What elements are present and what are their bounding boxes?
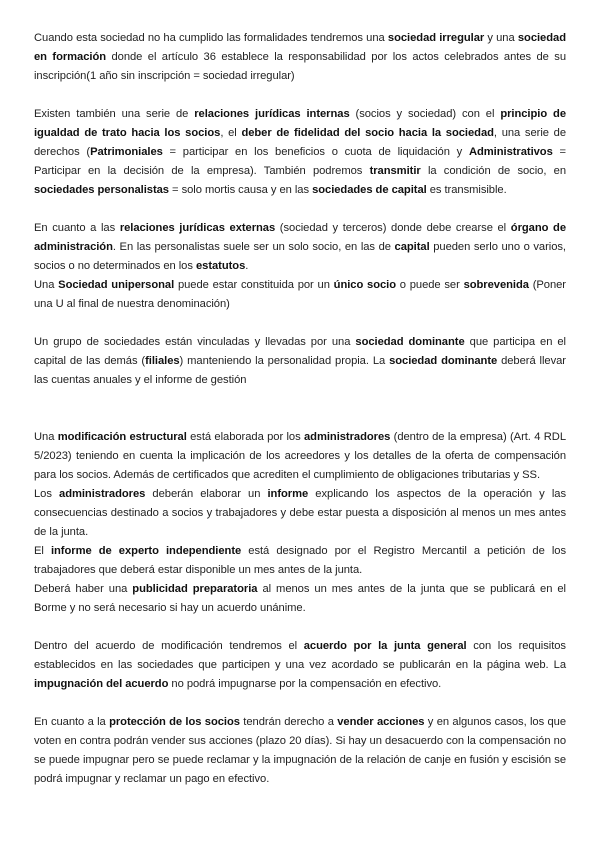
bold-term: sobrevenida — [463, 279, 529, 291]
paragraph-proteccion-socios — [34, 713, 566, 789]
text-run: y una — [484, 32, 518, 44]
text-run: Un grupo de sociedades están vinculadas y llevadas por una — [34, 336, 356, 348]
text-run: (dentro de la empresa) (Art. 4 RDL 5/2023) teniendo en cuenta la implicación de los acreedores y los detalles de la oferta de compensación para los socios. Además de certificados que acrediten el cumplimiento de obligaciones tributarias y SS. — [34, 431, 566, 481]
text-run: (Poner una U al final de nuestra denominación) — [34, 279, 566, 310]
text-run: ) manteniendo la personalidad propia. La — [179, 355, 390, 367]
text-run: Los — [34, 488, 60, 500]
text-run: deberá llevar las cuentas anuales y el informe de gestión — [34, 355, 566, 386]
text-run: con los requisitos establecidos en las sociedades que participen y una vez acordado se publicarán en la página web. La — [34, 640, 566, 671]
bold-term: informe — [267, 488, 309, 500]
paragraph-gap — [34, 314, 566, 333]
text-run: = participar en los beneficios o cuota de liquidación y — [162, 146, 469, 158]
text-run: En cuanto a las — [34, 222, 120, 234]
paragraph-publicidad-preparatoria — [34, 580, 566, 618]
text-run: (socios y sociedad) con el — [349, 108, 501, 120]
bold-term: Patrimoniales — [90, 146, 163, 158]
text-run: . — [245, 260, 249, 272]
bold-term: publicidad preparatoria — [132, 583, 258, 595]
bold-term: órgano de administración — [34, 222, 566, 253]
text-run: Deberá haber una — [34, 583, 133, 595]
bold-term: transmitir — [369, 165, 421, 177]
paragraph-grupo-sociedades — [34, 333, 566, 390]
text-run: que participa en el capital de las demás ( — [34, 336, 566, 367]
text-run: Cuando esta sociedad no ha cumplido las formalidades tendremos una — [34, 32, 388, 44]
text-run: explicando los aspectos de la operación y las consecuencias destinado a socios y trabajadores y debe estar puesta a disposición al menos un mes antes de la junta. — [34, 488, 566, 538]
paragraph-informe-administradores — [34, 485, 566, 542]
text-run: donde el artículo 36 establece la responsabilidad por los actos celebrados antes de su inscripción(1 año sin inscripción = sociedad irregular) — [34, 51, 566, 82]
bold-term: vender acciones — [337, 716, 425, 728]
bold-term: sociedades de capital — [312, 184, 427, 196]
bold-term: estatutos — [195, 260, 246, 272]
paragraph-modificacion-estructural — [34, 428, 566, 485]
bold-term: sociedades personalistas — [34, 184, 169, 196]
paragraph-acuerdo-modificacion — [34, 637, 566, 694]
bold-term: Administrativos — [468, 146, 553, 158]
text-run: , una serie de derechos ( — [34, 127, 566, 158]
bold-term: impugnación del acuerdo — [34, 678, 169, 690]
text-run: o puede ser — [396, 279, 464, 291]
text-run: pueden serlo uno o varios, socios o no determinados en los — [34, 241, 566, 272]
text-run: Una — [34, 431, 58, 443]
bold-term: filiales — [145, 355, 180, 367]
text-run: Una — [34, 279, 59, 291]
bold-term: sociedad dominante — [389, 355, 498, 367]
paragraph-sociedad-irregular — [34, 29, 566, 86]
bold-term: capital — [394, 241, 430, 253]
text-run: deberán elaborar un — [145, 488, 268, 500]
text-run: es transmisible. — [426, 184, 507, 196]
text-run: la condición de socio, en — [420, 165, 566, 177]
text-run: En cuanto a la — [34, 716, 110, 728]
bold-term: administradores — [304, 431, 391, 443]
text-run: no podrá impugnarse por la compensación en efectivo. — [168, 678, 442, 690]
text-run: . En las personalistas suele ser un solo socio, en las de — [112, 241, 395, 253]
bold-term: modificación estructural — [57, 431, 187, 443]
bold-term: sociedad irregular — [387, 32, 485, 44]
text-run: El — [34, 545, 51, 557]
bold-term: administradores — [59, 488, 146, 500]
text-run: = solo mortis causa y en las — [168, 184, 313, 196]
paragraph-relaciones-externas — [34, 219, 566, 276]
paragraph-gap — [34, 618, 566, 637]
paragraph-informe-experto — [34, 542, 566, 580]
text-run: tendrán derecho a — [239, 716, 338, 728]
text-run: está elaborada por los — [186, 431, 304, 443]
text-run: puede estar constituida por un — [174, 279, 334, 291]
text-run: Existen también una serie de — [34, 108, 195, 120]
text-run: , el — [220, 127, 242, 139]
bold-term: deber de fidelidad del socio hacia la sociedad — [241, 127, 494, 139]
paragraph-gap — [34, 200, 566, 219]
section-gap — [34, 390, 566, 428]
paragraph-gap — [34, 694, 566, 713]
paragraph-sociedad-unipersonal — [34, 276, 566, 314]
bold-term: sociedad dominante — [355, 336, 465, 348]
text-run: (sociedad y terceros) donde debe crearse el — [275, 222, 511, 234]
text-run: al menos un mes antes de la junta que se publicará en el Borme y no será necesario si hay un acuerdo unánime. — [34, 583, 566, 614]
bold-term: relaciones jurídicas externas — [119, 222, 276, 234]
bold-term: informe de experto independiente — [50, 545, 242, 557]
text-run: Dentro del acuerdo de modificación tendremos el — [34, 640, 304, 652]
bold-term: único socio — [333, 279, 396, 291]
paragraph-gap — [34, 86, 566, 105]
bold-term: Sociedad unipersonal — [58, 279, 175, 291]
bold-term: protección de los socios — [109, 716, 240, 728]
text-run: = Participar en la decisión de la empresa). También podremos — [34, 146, 567, 177]
text-run: está designado por el Registro Mercantil a petición de los trabajadores que deberá estar disponible un mes antes de la junta. — [34, 545, 567, 576]
bold-term: relaciones jurídicas internas — [194, 108, 350, 120]
bold-term: sociedad en formación — [34, 32, 566, 63]
text-run: y en algunos casos, los que voten en contra podrán vender sus acciones (plazo 20 días). Si hay un desacuerdo con la compensación no se puede impugnar pero se puede reclamar y la impugnación de la relación de canje en fusión y escisión se podrá impugnar y reclamar un pago en efectivo. — [34, 716, 567, 785]
bold-term: acuerdo por la junta general — [303, 640, 467, 652]
paragraph-relaciones-internas — [34, 105, 566, 200]
bold-term: principio de igualdad de trato hacia los socios — [34, 108, 566, 139]
